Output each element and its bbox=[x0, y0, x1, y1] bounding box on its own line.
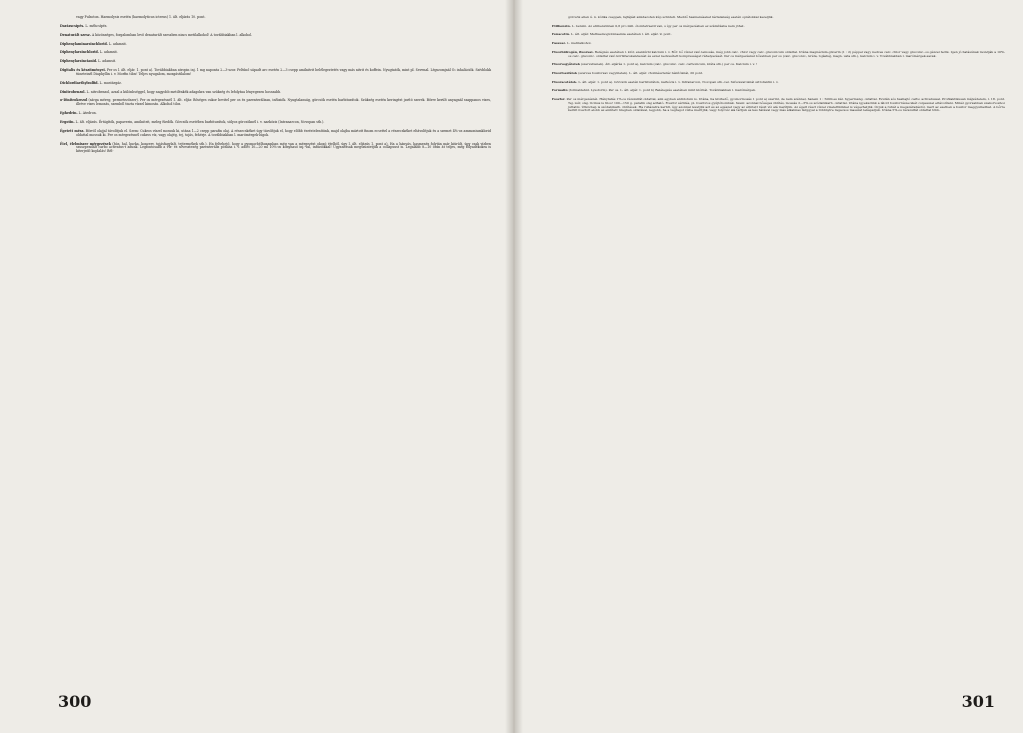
entry-headword: Diphenylarsinchlorid. bbox=[60, 50, 99, 55]
entry-text: L. adamsit. bbox=[98, 59, 117, 64]
dictionary-entry bbox=[552, 63, 1005, 67]
dictionary-entry bbox=[552, 33, 1005, 37]
dictionary-entry bbox=[60, 82, 491, 86]
dictionary-entry bbox=[60, 69, 491, 77]
page-number-left: 300 bbox=[58, 692, 92, 711]
entry-headword: Égetett mész. bbox=[60, 128, 85, 133]
entry-text: Bőrről olajjal távolítjuk el. Szem: Cukros vízzel mossuk ki, utána 1—2 csepp parafin olaj. A részecskéket úgy távolítjuk el, hogy előbb érzéstelenítünk, majd olajba mártott finom ecsettel a részecskéket eltávolítjuk és a szemet 4%-os ammoniumklorid oldattal mossuk ki. Per os mérgezésnél cukros víz, vagy olajég, tej, tojás, fehérje. A továbbiakban l. marómérgek-lúgok. bbox=[76, 128, 492, 137]
page-number-right: 301 bbox=[961, 692, 995, 711]
entry-text: görcsök ellen ú. n. kólika cseppek, fejfájást amidazofen kúp szünteti. Meddő hasmenéseket láztalanság esetén opiátokkal kezeljük. bbox=[568, 15, 774, 19]
entry-text: L. adamsit. bbox=[99, 50, 118, 55]
entry-headword: Fluoracetátok. bbox=[552, 79, 578, 84]
entry-text: L. ált. eljár. Methaemoglobinaemia esetében l. ált. eljár. 9. pont. bbox=[571, 32, 672, 37]
dictionary-entry bbox=[60, 60, 491, 64]
entry-headword: Étel, élelmiszer mérgezések bbox=[60, 141, 111, 146]
entry-headword: Diphenylarsincianid. bbox=[60, 59, 98, 64]
dictionary-entry bbox=[552, 51, 1005, 58]
entry-headword: Etilbenzin. bbox=[552, 23, 571, 28]
entry-headword: Ergotin. bbox=[60, 119, 75, 124]
dictionary-entry bbox=[60, 16, 491, 20]
dictionary-entry bbox=[60, 34, 491, 38]
dictionary-entry bbox=[60, 51, 491, 55]
dictionary-entry bbox=[60, 112, 491, 116]
entry-headword: Fenacetin. bbox=[552, 32, 571, 37]
entry-headword: Dichlordiaethylsulfid. bbox=[60, 80, 99, 85]
dictionary-entry bbox=[552, 81, 1005, 85]
entry-text: A közönséges, forgalomban levő denaturált szeszben nincs metilalkohol! A továbbiakban l. alkohol. bbox=[91, 32, 253, 37]
entry-headword: Ephedrin. bbox=[60, 111, 78, 116]
entry-text: (sárga méreg, permetezőszer). Per os mérgezésnél 1. ált. eljár. Bőséges cukor bevitel per os és parenterálisan, infúziók. Nyugtalanság, görcsök esetén barbiturátok. Szükség esetén keringést javító szerek. Bőrre került anyagnál szappanos vizes, illetve vizes lemosás, szemből tiszta vízzel kimosás. Alkohol tilos. bbox=[76, 98, 492, 107]
entry-text: Per os l. ált. eljár. 1. pont a). Továbbiakban atropin inj. 1 mg naponta 2—3-szor. Feltűnő sápadt arc esetén 2—3 csepp amilnitrit belélegeztetés vagy más nitrit és koffein. Nyugtatók, mint pl. Sevenal. Légszomjnál O₂ inhalációk. Szívblokk tüneteinél Diaphyllin i. v. Morfin tilos! Teljes nyugalom, mozgástilalom! bbox=[76, 68, 492, 76]
entry-headword: Digitalis és készítményei. bbox=[60, 68, 106, 73]
entry-headword: Formalin bbox=[552, 88, 568, 93]
dictionary-entry bbox=[552, 42, 1005, 46]
entry-text: (formaldehid. Lysoform). Per os. L. ált. eljár. 1. pont b) Belélegzés esetében mint klórnál. Továbbiakban l. marómérgek. bbox=[568, 88, 756, 93]
dictionary-entry bbox=[552, 89, 1005, 93]
entry-text: (szerves foszforsav vegyületek). L. ált. eljár. cholinészteráz bénítóknál, 20 pont. bbox=[578, 71, 704, 76]
dictionary-entry bbox=[60, 91, 491, 95]
dictionary-entry bbox=[60, 99, 491, 107]
dictionary-entry bbox=[552, 98, 1005, 113]
entry-text: (szervetlenek). Ált. eljárás 1. pont a), kalcium (calc. gluconic. calc. carbonicum, kréta stb.) per os. Kalcium i. v. ! bbox=[580, 62, 758, 67]
dictionary-entry bbox=[60, 130, 491, 138]
entry-headword: o-Dinitrokrezol bbox=[60, 98, 88, 103]
dictionary-entry bbox=[552, 25, 1005, 29]
dictionary-entry bbox=[60, 43, 491, 47]
entry-text: L. adamsit. bbox=[108, 41, 127, 46]
entry-text: L. nitrobenzol, azzal a különbséggel, hogy nagyobb metilénkék adagokra van szükség és lefolyása lényegesen hosszabb. bbox=[86, 89, 282, 94]
dictionary-entry bbox=[60, 143, 491, 155]
entry-text: L. Atedron. bbox=[78, 111, 97, 116]
entry-headword: Fluorvegyületek bbox=[552, 62, 580, 67]
entry-text: L. méhcsípés. bbox=[85, 23, 108, 28]
dictionary-entry bbox=[60, 25, 491, 29]
entry-text: Belégzés esetében l. klór, ezenkívül kalcium i. v. Bőr: bő vízzel való lemosás, még jobb calc. chlor vagy calc. gluconicum oldattal. Utána magnézium-glicerin (1 : 2) péppel vagy nedves calc. chlor vagy gluconic.-os gézzel fedni. Igen jó hatásúnak mondják a 10%-os calc. gluconic. oldattal való körülfecskendezést és ezzel nedvesített komprességet ráhelyezését. Per os mérgezésnél bővebben per os (calc. gluconic., kréta, tojáshéj, magn. usta stb.), kalcium i. v. Továbbiakban l. marómérgek-savak. bbox=[568, 49, 1006, 58]
entry-text: L. metilalkohol. bbox=[567, 41, 592, 46]
entry-headword: Fluorhidrogén, fluorsav. bbox=[552, 49, 594, 54]
entry-headword: Faszesz. bbox=[552, 41, 567, 46]
dictionary-entry bbox=[552, 16, 1005, 20]
entry-text: L. benzin. Az etilbenzinben 0,6 pro mill. ólomtetraetil van, s így per os mérgezésben ez számításba nem jöhet. bbox=[571, 23, 745, 28]
right-page bbox=[514, 0, 1023, 733]
entry-headword: Diphenylaminarsinchlorid. bbox=[60, 41, 108, 46]
entry-headword: Fluorfoszfátok bbox=[552, 71, 578, 76]
entry-text: Per os mérgezésnél. Hánytatás 1%-os rézszulfát oldattal, ami egyben antidotum is. Utána, ha kivihető, gyomormosás 1 pont a) szerint, de nem szénnel, hanem 1 : 5000-es kál. hypermang. oldattal. Ezután sós hashajtó carbo activatussal. Profilaktikusan májvédelem, l. 18. pont. Tej, zsír, olaj, ricinus is tilos! 100—150 g. parafin olaj adható. Foszfor sérülés, pl. foszforos gyújtóbombák. Szem: azonnal bőséges öblítés, mossás 2—3%-os szódabikarb. oldattal. Utána igyekszünk a látott foszforrészecskét csipesszel eltávolítani. Minél gyorsabban szakorvoshoz juttatni. Útközben is szódabikarb. öblítések. Ha ruházatra került, úgy azonnal levetjük azt és az egészet vagy az érintett részt víz alá merítjük. Az égett részt vízzel vizelettünkkel is végezhetjük. Óvjuk a ruhát a megszáradástól, mert az esetben a foszfor meggyulladhat. A bőrre került foszfort előbb az említett üregben oldatával, legjobb, ha a végtagot vízbe merítjük, vagy folyóvíz alá tartjuk és kés hátával vagy más alkalmas tárggyal a többnyire ragacsos masszát lekaparjuk. Utána 5%-os rézszulfát oldattal több- bbox=[566, 97, 1005, 113]
entry-text: L. mustárgáz. bbox=[99, 80, 122, 85]
entry-text: vagy Pulsoton. Haemolysis esetén (haemolyticus icterus) 1. ált. eljárás 10. pont. bbox=[76, 15, 206, 19]
dictionary-entry bbox=[60, 121, 491, 125]
entry-headword: Darázscsípés. bbox=[60, 23, 85, 28]
entry-headword: Foszfor. bbox=[552, 97, 566, 102]
book-gutter bbox=[505, 0, 523, 733]
entry-text: (hús, hal, hurka, konzerv, tojásfagylalt, tejtermékek stb.). Ha feltehető, hogy a gyomorbélhuzamban még van a mérgezést okozó ételből, úgy l. ált. eljárás 1. pont a). Ha a hányás, hasmenés folytán már kiürült, úgy csak vízben szuszpendált carbo activatus-t adunk. Legfontosabb a víz- és sóveszteség parenterális pótlása i. v. adott 10—20 ml 10%-os konyhasó inj.-val, infúziókkal! Ugyanezsak megszüntetjük a collapsust is. Legalább 8—10 órán át teljes, még folyadékokra is kiterjedő koplalás! Bél- bbox=[76, 141, 491, 154]
entry-text: L. ált. eljár. 1. pont a). Görcsök esetén barbiturátok, narkózis i. v. Intranarcon, Novopan stb.-vel. Szívzavaroknál sztrofantin i. v. bbox=[578, 79, 779, 84]
dictionary-entry bbox=[552, 72, 1005, 76]
entry-headword: Denaturált szesz. bbox=[60, 32, 91, 37]
entry-text: L. ált. eljárás. Értágítók, papaverin, amilnitrit, meleg fürdők. Görcsök esetében barbiturátok, súlyos görcsöknél i. v. narkózis (Intranarcon, Novopan stb.). bbox=[75, 119, 325, 124]
entry-headword: Dinitrobenzol. bbox=[60, 89, 86, 94]
